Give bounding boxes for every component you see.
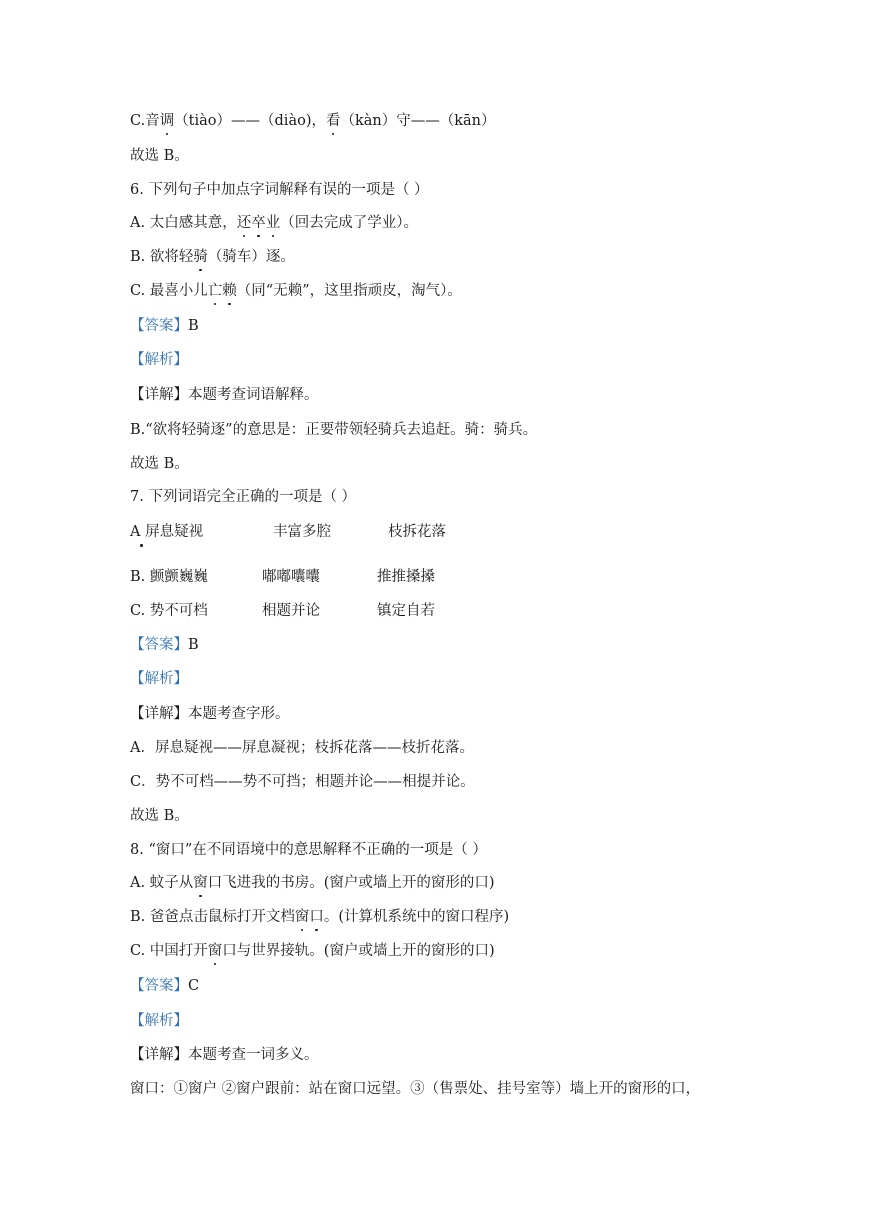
question-6-option-b: B. 欲将轻骑（骑车）逐。 (130, 249, 295, 265)
answer-value: C (188, 978, 200, 994)
emphasized-char: 口 (309, 909, 324, 925)
emphasis-dot (140, 544, 143, 547)
answer-tag: 【答案】 (130, 978, 188, 994)
question-7-option-c: C. 势不可档 相题并论 镇定自若 (130, 603, 435, 619)
emphasized-char: 亡 (207, 283, 223, 299)
analysis-tag: 【解析】 (130, 671, 188, 687)
emphasized-char: 窗 (294, 909, 310, 925)
emphasized-char: 业 (265, 215, 281, 231)
explanation-line: A．屏息疑视——屏息凝视；枝拆花落——枝折花落。 (130, 740, 474, 756)
explanation-line: C．势不可档——势不可挡；相题并论——相提并论。 (130, 774, 475, 790)
answer-line (130, 635, 199, 655)
emphasized-char: 还 (236, 215, 252, 231)
analysis-line (130, 669, 188, 689)
answer-tag: 【答案】 (130, 637, 188, 653)
answer-value: B (188, 318, 199, 334)
question-7-option-b: B. 颤颤巍巍 嘟嘟囔囔 推推搡搡 (130, 569, 435, 585)
answer-conclusion: 故选 B。 (130, 808, 189, 824)
explanation-line: B.“欲将轻骑逐”的意思是：正要带领轻骑兵去追赶。骑：骑兵。 (130, 422, 538, 438)
detail-line: 【详解】本题考查一词多义。 (130, 1047, 319, 1063)
detail-line: 【详解】本题考查字形。 (130, 706, 290, 722)
answer-conclusion: 故选 B。 (130, 456, 189, 472)
analysis-line (130, 1011, 188, 1031)
question-7-stem: 7. 下列词语完全正确的一项是（ ） (130, 489, 357, 505)
emphasized-char: 看 (325, 113, 341, 129)
option-line-c-pronunciation: C.音调（tiào）——（diào)，看（kàn）守——（kān） (130, 113, 496, 129)
analysis-tag: 【解析】 (130, 1013, 188, 1029)
question-6-option-c: C. 最喜小儿亡赖（同“无赖”，这里指顽皮，淘气）。 (130, 283, 462, 299)
emphasized-char: 窗 (193, 875, 208, 891)
question-8-stem: 8. “窗口”在不同语境中的意思解释不正确的一项是（ ） (130, 842, 487, 858)
question-8-option-b: B. 爸爸点击鼠标打开文档窗口。(计算机系统中的窗口程序) (130, 909, 510, 925)
answer-line (130, 316, 199, 336)
question-7-option-a: A 屏息疑视 丰富多腔 枝拆花落 (130, 522, 550, 542)
explanation-line: 窗口：①窗户 ②窗户跟前：站在窗口远望。③（售票处、挂号室等）墙上开的窗形的口， (130, 1081, 701, 1097)
emphasized-char: 骑 (193, 249, 208, 265)
question-6-stem: 6. 下列句子中加点字词解释有误的一项是（ ） (130, 182, 429, 198)
answer-value: B (188, 637, 199, 653)
answer-conclusion: 故选 B。 (130, 148, 189, 164)
question-6-option-a: A. 太白感其意，还卒业（回去完成了学业）。 (130, 215, 418, 231)
emphasized-char: 调 (159, 113, 175, 129)
answer-line (130, 976, 199, 996)
detail-line: 【详解】本题考查词语解释。 (130, 387, 319, 403)
analysis-tag: 【解析】 (130, 352, 188, 368)
answer-tag: 【答案】 (130, 318, 188, 334)
question-8-option-c: C. 中国打开窗口与世界接轨。(窗户或墙上开的窗形的口) (130, 943, 495, 959)
emphasized-char: 卒 (251, 215, 266, 231)
emphasized-char: 赖 (222, 283, 237, 299)
analysis-line (130, 350, 188, 370)
emphasized-char: 窗 (207, 943, 223, 959)
question-8-option-a: A. 蚊子从窗口飞进我的书房。(窗户或墙上开的窗形的口) (130, 875, 495, 891)
